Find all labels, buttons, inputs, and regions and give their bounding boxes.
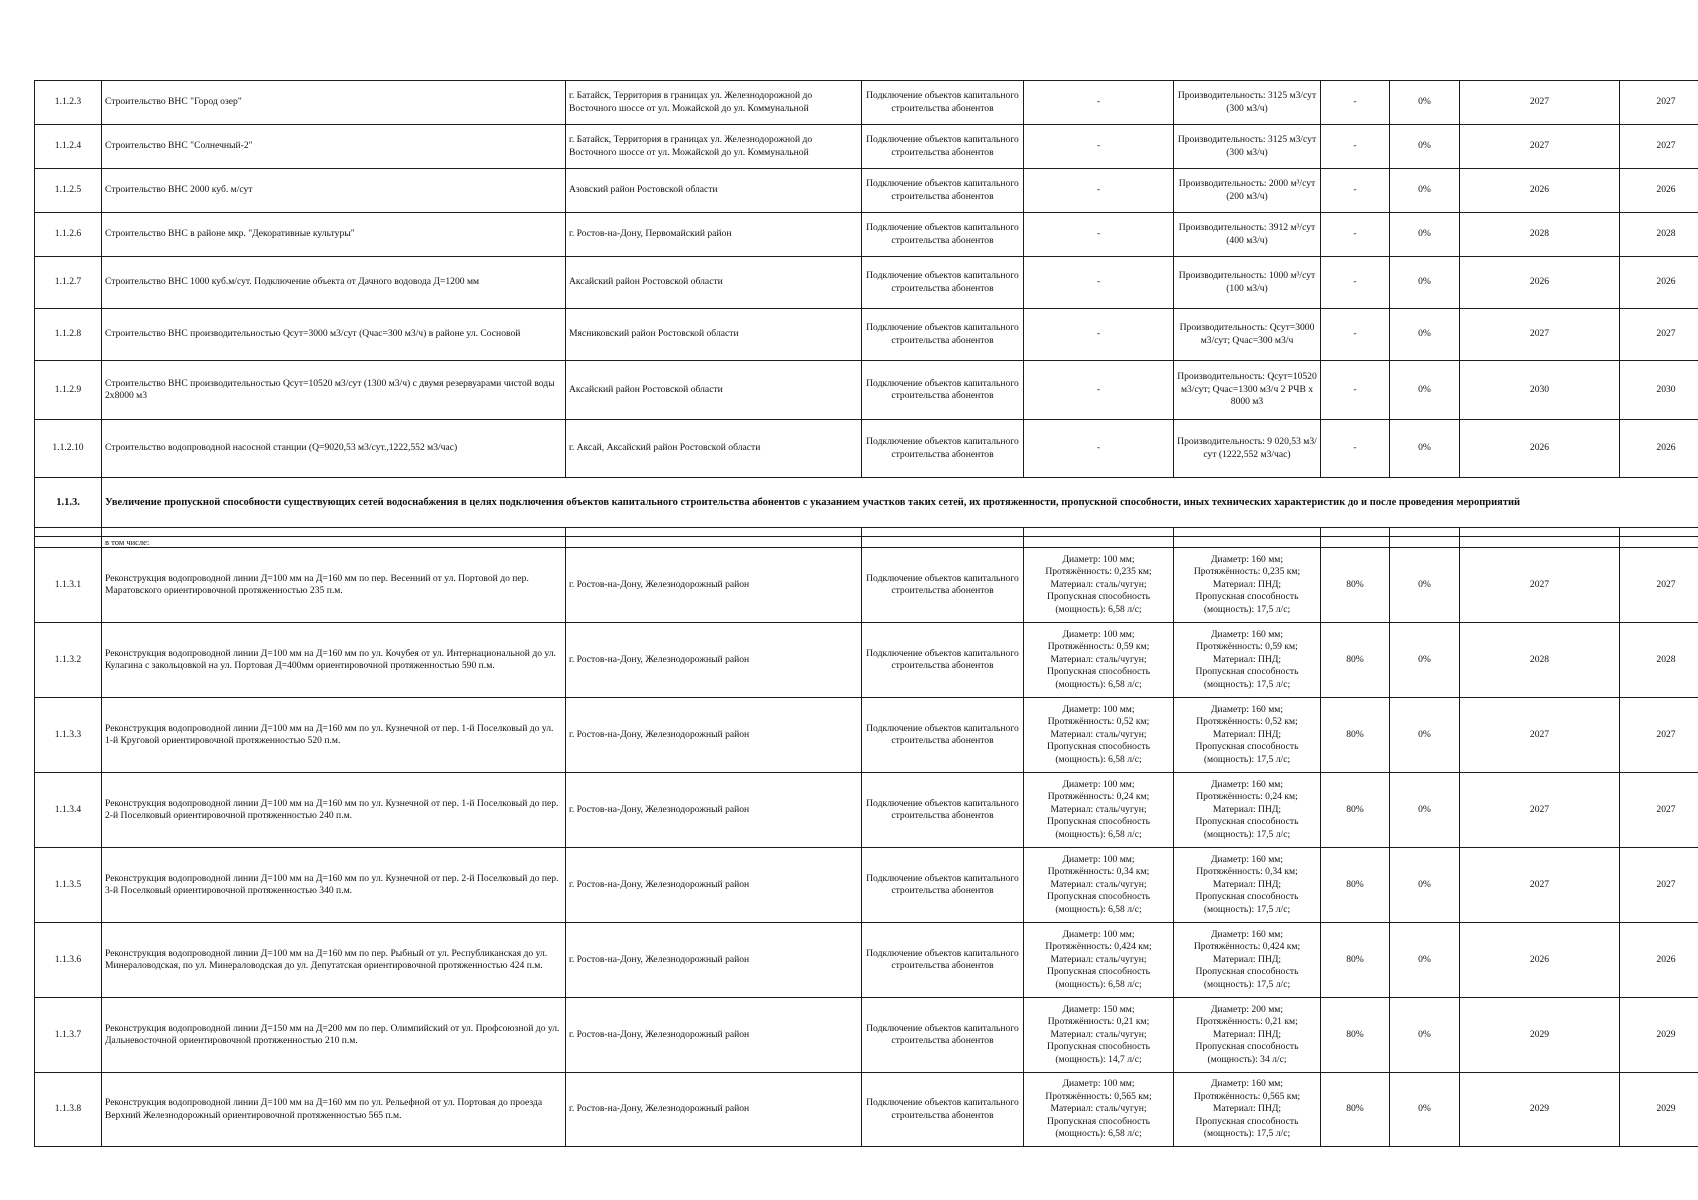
characteristic-line: (мощность): 17,5 л/с; xyxy=(1203,978,1291,990)
characteristic-line: Диаметр: 200 мм; xyxy=(1210,1003,1284,1015)
row-number: 1.1.2.9 xyxy=(35,361,102,420)
end-year: 2026 xyxy=(1620,169,1698,213)
end-year: 2027 xyxy=(1620,698,1698,773)
loss-value: 0% xyxy=(1390,773,1460,848)
characteristic-line: Диаметр: 160 мм; xyxy=(1210,703,1284,715)
value-before: - xyxy=(1024,125,1174,169)
table-row xyxy=(35,773,1698,848)
value-after xyxy=(1174,1073,1321,1147)
measure-name: Строительство водопроводной насосной станции (Q=9020,53 м3/сут.,1222,552 м3/час) xyxy=(102,420,566,478)
start-year: 2026 xyxy=(1460,257,1620,309)
measure-purpose: Подключение объектов капитального строительства абонентов xyxy=(862,420,1024,478)
measure-name: Реконструкция водопроводной линии Д=100 мм на Д=160 мм по пер. Весенний от ул. Портовой до пер. Маратовского ориентировочной протяженностью 235 п.м. xyxy=(102,548,566,623)
value-before xyxy=(1024,998,1174,1073)
measure-purpose: Подключение объектов капитального строительства абонентов xyxy=(862,1073,1024,1147)
value-before: - xyxy=(1024,361,1174,420)
characteristic-line: Протяжённость: 0,21 км; xyxy=(1047,1016,1150,1028)
measure-name: Реконструкция водопроводной линии Д=100 мм на Д=160 мм по ул. Кузнечной от пер. 1-й Поселковый до пер. 2-й Поселковый ориентировочной протяженностью 240 п.м. xyxy=(102,773,566,848)
measure-name: Реконструкция водопроводной линии Д=150 мм на Д=200 мм по пер. Олимпийский от ул. Профсоюзной до ул. Дальневосточной ориентировочной протяженностью 210 п.м. xyxy=(102,998,566,1073)
table-row xyxy=(35,125,1698,169)
table-row xyxy=(35,1073,1698,1147)
measure-location: г. Ростов-на-Дону, Железнодорожный район xyxy=(566,1073,862,1147)
start-year: 2030 xyxy=(1460,361,1620,420)
characteristic-line: Материал: ПНД; xyxy=(1212,803,1282,815)
table-row xyxy=(35,81,1698,125)
end-year: 2030 xyxy=(1620,361,1698,420)
characteristic-line: (мощность): 17,5 л/с; xyxy=(1203,753,1291,765)
value-before: - xyxy=(1024,213,1174,257)
measure-purpose: Подключение объектов капитального строительства абонентов xyxy=(862,257,1024,309)
measure-purpose: Подключение объектов капитального строительства абонентов xyxy=(862,213,1024,257)
start-year: 2027 xyxy=(1460,773,1620,848)
value-before xyxy=(1024,623,1174,698)
characteristic-line: Пропускная способность xyxy=(1047,966,1150,978)
measure-location: Аксайский район Ростовской области xyxy=(566,361,862,420)
characteristic-line: Диаметр: 160 мм; xyxy=(1210,628,1284,640)
row-number: 1.1.2.6 xyxy=(35,213,102,257)
characteristic-line: Пропускная способность xyxy=(1047,891,1150,903)
measure-purpose: Подключение объектов капитального строительства абонентов xyxy=(862,773,1024,848)
section-title: Увеличение пропускной способности существующих сетей водоснабжения в целях подключения объектов капитального строительства абонентов с указанием участков таких сетей, их протяженности, пропускной способности, иных технических характеристик до и после проведения мероприятий xyxy=(102,478,1698,528)
characteristic-line: Диаметр: 100 мм; xyxy=(1062,853,1135,865)
measure-purpose: Подключение объектов капитального строительства абонентов xyxy=(862,309,1024,361)
row-number: 1.1.2.8 xyxy=(35,309,102,361)
start-year: 2027 xyxy=(1460,698,1620,773)
table-row xyxy=(35,361,1698,420)
measure-location: г. Ростов-на-Дону, Железнодорожный район xyxy=(566,548,862,623)
value-before xyxy=(1024,923,1174,998)
row-number: 1.1.2.4 xyxy=(35,125,102,169)
characteristic-line: Протяжённость: 0,21 км; xyxy=(1196,1016,1298,1028)
start-year: 2027 xyxy=(1460,125,1620,169)
measure-purpose: Подключение объектов капитального строительства абонентов xyxy=(862,923,1024,998)
loss-value: 0% xyxy=(1390,1073,1460,1147)
characteristic-line: Протяжённость: 0,24 км; xyxy=(1047,791,1150,803)
start-year: 2029 xyxy=(1460,1073,1620,1147)
loss-value: 0% xyxy=(1390,420,1460,478)
characteristic-line: Пропускная способность xyxy=(1047,741,1150,753)
wear-value: 80% xyxy=(1321,773,1390,848)
characteristic-line: Диаметр: 160 мм; xyxy=(1210,553,1284,565)
value-after: Производительность: 2000 м³/сут (200 м3/ч) xyxy=(1174,169,1321,213)
characteristic-line: Протяжённость: 0,235 км; xyxy=(1045,566,1152,578)
characteristic-line: Протяжённость: 0,59 км; xyxy=(1196,641,1298,653)
characteristic-line: Протяжённость: 0,59 км; xyxy=(1047,641,1150,653)
end-year: 2027 xyxy=(1620,773,1698,848)
loss-value: 0% xyxy=(1390,848,1460,923)
characteristic-line: (мощность): 17,5 л/с; xyxy=(1203,1128,1291,1140)
end-year: 2027 xyxy=(1620,125,1698,169)
loss-value: 0% xyxy=(1390,923,1460,998)
characteristic-line: Материал: ПНД; xyxy=(1212,953,1282,965)
characteristic-line: Протяжённость: 0,52 км; xyxy=(1047,716,1150,728)
wear-value: 80% xyxy=(1321,698,1390,773)
characteristic-line: (мощность): 17,5 л/с; xyxy=(1203,678,1291,690)
measure-purpose: Подключение объектов капитального строительства абонентов xyxy=(862,998,1024,1073)
measure-location: г. Ростов-на-Дону, Железнодорожный район xyxy=(566,773,862,848)
start-year: 2027 xyxy=(1460,848,1620,923)
start-year: 2026 xyxy=(1460,420,1620,478)
table-row xyxy=(35,420,1698,478)
start-year: 2026 xyxy=(1460,169,1620,213)
measure-purpose: Подключение объектов капитального строительства абонентов xyxy=(862,623,1024,698)
row-number: 1.1.3.5 xyxy=(35,848,102,923)
characteristic-line: (мощность): 6,58 л/с; xyxy=(1055,978,1142,990)
characteristic-line: Материал: ПНД; xyxy=(1212,1103,1282,1115)
loss-value: 0% xyxy=(1390,169,1460,213)
characteristic-line: (мощность): 6,58 л/с; xyxy=(1055,903,1142,915)
value-before xyxy=(1024,698,1174,773)
wear-value: 80% xyxy=(1321,1073,1390,1147)
end-year: 2027 xyxy=(1620,848,1698,923)
table-row xyxy=(35,169,1698,213)
wear-value: - xyxy=(1321,309,1390,361)
measure-location: г. Ростов-на-Дону, Первомайский район xyxy=(566,213,862,257)
loss-value: 0% xyxy=(1390,257,1460,309)
characteristic-line: Материал: ПНД; xyxy=(1212,578,1282,590)
loss-value: 0% xyxy=(1390,998,1460,1073)
table-row xyxy=(35,848,1698,923)
measure-name: Строительство ВНС производительностью Qсут=10520 м3/сут (1300 м3/ч) с двумя резервуарами чистой воды 2х8000 м3 xyxy=(102,361,566,420)
characteristic-line: Материал: ПНД; xyxy=(1212,653,1282,665)
characteristic-line: Пропускная способность xyxy=(1047,816,1150,828)
measure-location: г. Батайск, Территория в границах ул. Железнодорожной до Восточного шоссе от ул. Можайской до ул. Коммунальной xyxy=(566,125,862,169)
characteristic-line: Пропускная способность xyxy=(1047,591,1150,603)
row-number: 1.1.2.10 xyxy=(35,420,102,478)
value-before xyxy=(1024,548,1174,623)
characteristic-line: Протяжённость: 0,424 км; xyxy=(1193,941,1301,953)
row-number: 1.1.2.3 xyxy=(35,81,102,125)
start-year: 2027 xyxy=(1460,548,1620,623)
start-year: 2027 xyxy=(1460,309,1620,361)
value-after: Производительность: 9 020,53 м3/сут (1222,552 м3/час) xyxy=(1174,420,1321,478)
value-after xyxy=(1174,698,1321,773)
measure-location: Мясниковский район Ростовской области xyxy=(566,309,862,361)
row-number: 1.1.3.3 xyxy=(35,698,102,773)
including-row xyxy=(35,537,1698,548)
characteristic-line: Диаметр: 160 мм; xyxy=(1210,928,1284,940)
wear-value: 80% xyxy=(1321,998,1390,1073)
wear-value: - xyxy=(1321,125,1390,169)
characteristic-line: Протяжённость: 0,52 км; xyxy=(1196,716,1298,728)
spacer-row xyxy=(35,528,1698,537)
end-year: 2028 xyxy=(1620,623,1698,698)
characteristic-line: Протяжённость: 0,34 км; xyxy=(1047,866,1150,878)
table-row xyxy=(35,698,1698,773)
characteristic-line: Материал: сталь/чугун; xyxy=(1050,803,1147,815)
loss-value: 0% xyxy=(1390,698,1460,773)
characteristic-line: Материал: сталь/чугун; xyxy=(1050,1028,1147,1040)
row-number: 1.1.3.1 xyxy=(35,548,102,623)
wear-value: - xyxy=(1321,81,1390,125)
wear-value: 80% xyxy=(1321,548,1390,623)
table-row xyxy=(35,309,1698,361)
loss-value: 0% xyxy=(1390,309,1460,361)
characteristic-line: Пропускная способность xyxy=(1195,1115,1299,1127)
characteristic-line: Диаметр: 160 мм; xyxy=(1210,1078,1284,1090)
value-after xyxy=(1174,623,1321,698)
measure-purpose: Подключение объектов капитального строительства абонентов xyxy=(862,125,1024,169)
characteristic-line: Материал: ПНД; xyxy=(1212,878,1282,890)
measure-purpose: Подключение объектов капитального строительства абонентов xyxy=(862,698,1024,773)
measure-purpose: Подключение объектов капитального строительства абонентов xyxy=(862,361,1024,420)
measure-location: Аксайский район Ростовской области xyxy=(566,257,862,309)
characteristic-line: Пропускная способность xyxy=(1195,591,1299,603)
characteristic-line: Материал: сталь/чугун; xyxy=(1050,953,1147,965)
value-before xyxy=(1024,848,1174,923)
characteristic-line: Диаметр: 100 мм; xyxy=(1062,1078,1135,1090)
characteristic-line: Пропускная способность xyxy=(1195,966,1299,978)
table-row xyxy=(35,213,1698,257)
value-after xyxy=(1174,848,1321,923)
end-year: 2029 xyxy=(1620,1073,1698,1147)
value-after xyxy=(1174,998,1321,1073)
value-before: - xyxy=(1024,309,1174,361)
row-number: 1.1.2.5 xyxy=(35,169,102,213)
measure-name: Строительство ВНС 2000 куб. м/сут xyxy=(102,169,566,213)
measure-name: Строительство ВНС производительностью Qсут=3000 м3/сут (Qчас=300 м3/ч) в районе ул. Сосновой xyxy=(102,309,566,361)
measure-location: г. Ростов-на-Дону, Железнодорожный район xyxy=(566,998,862,1073)
including-label: в том числе: xyxy=(102,537,566,548)
measure-purpose: Подключение объектов капитального строительства абонентов xyxy=(862,548,1024,623)
characteristic-line: Диаметр: 100 мм; xyxy=(1062,928,1135,940)
value-after: Производительность: Qсут=3000 м3/сут; Qчас=300 м3/ч xyxy=(1174,309,1321,361)
value-after: Производительность: 3912 м³/сут (400 м3/ч) xyxy=(1174,213,1321,257)
loss-value: 0% xyxy=(1390,81,1460,125)
start-year: 2026 xyxy=(1460,923,1620,998)
measure-location: Азовский район Ростовской области xyxy=(566,169,862,213)
measure-location: г. Ростов-на-Дону, Железнодорожный район xyxy=(566,623,862,698)
characteristic-line: Протяжённость: 0,34 км; xyxy=(1196,866,1298,878)
end-year: 2027 xyxy=(1620,81,1698,125)
end-year: 2026 xyxy=(1620,923,1698,998)
characteristic-line: Пропускная способность xyxy=(1195,816,1299,828)
wear-value: 80% xyxy=(1321,848,1390,923)
value-after xyxy=(1174,923,1321,998)
characteristic-line: Диаметр: 100 мм; xyxy=(1062,553,1135,565)
characteristic-line: Диаметр: 100 мм; xyxy=(1062,778,1135,790)
start-year: 2028 xyxy=(1460,213,1620,257)
wear-value: 80% xyxy=(1321,623,1390,698)
row-number: 1.1.3.6 xyxy=(35,923,102,998)
characteristic-line: Материал: сталь/чугун; xyxy=(1050,1103,1147,1115)
value-after xyxy=(1174,773,1321,848)
value-after: Производительность: 3125 м3/сут (300 м3/ч) xyxy=(1174,81,1321,125)
measure-location: г. Батайск, Территория в границах ул. Железнодорожной до Восточного шоссе от ул. Можайской до ул. Коммунальной xyxy=(566,81,862,125)
loss-value: 0% xyxy=(1390,548,1460,623)
measure-location: г. Ростов-на-Дону, Железнодорожный район xyxy=(566,923,862,998)
measure-location: г. Ростов-на-Дону, Железнодорожный район xyxy=(566,848,862,923)
value-after: Производительность: 3125 м3/сут (300 м3/ч) xyxy=(1174,125,1321,169)
characteristic-line: (мощность): 17,5 л/с; xyxy=(1203,903,1291,915)
row-number: 1.1.3.8 xyxy=(35,1073,102,1147)
characteristic-line: Диаметр: 100 мм; xyxy=(1062,703,1135,715)
measure-location: г. Ростов-на-Дону, Железнодорожный район xyxy=(566,698,862,773)
section-row xyxy=(35,478,1698,528)
characteristic-line: Диаметр: 160 мм; xyxy=(1210,778,1284,790)
characteristic-line: (мощность): 17,5 л/с; xyxy=(1203,828,1291,840)
characteristic-line: Пропускная способность xyxy=(1195,666,1299,678)
characteristic-line: Материал: сталь/чугун; xyxy=(1050,728,1147,740)
characteristic-line: Пропускная способность xyxy=(1047,1115,1150,1127)
investment-program-table xyxy=(34,80,1698,1147)
value-before xyxy=(1024,773,1174,848)
start-year: 2027 xyxy=(1460,81,1620,125)
characteristic-line: Диаметр: 100 мм; xyxy=(1062,628,1135,640)
measure-name: Строительство ВНС "Город озер" xyxy=(102,81,566,125)
measure-name: Реконструкция водопроводной линии Д=100 мм на Д=160 мм по ул. Рельефной от ул. Портовая до проезда Верхний Железнодорожный ориентировочной протяженностью 565 п.м. xyxy=(102,1073,566,1147)
section-number: 1.1.3. xyxy=(35,478,102,528)
value-after xyxy=(1174,548,1321,623)
measure-name: Строительство ВНС "Солнечный-2" xyxy=(102,125,566,169)
characteristic-line: Пропускная способность xyxy=(1195,1041,1299,1053)
characteristic-line: Материал: сталь/чугун; xyxy=(1050,653,1147,665)
row-number: 1.1.3.2 xyxy=(35,623,102,698)
wear-value: - xyxy=(1321,213,1390,257)
measure-name: Реконструкция водопроводной линии Д=100 мм на Д=160 мм по ул. Кузнечной от пер. 2-й Поселковый до пер. 3-й Поселковый ориентировочной протяженностью 340 п.м. xyxy=(102,848,566,923)
row-number: 1.1.3.7 xyxy=(35,998,102,1073)
measure-name: Реконструкция водопроводной линии Д=100 мм на Д=160 мм по ул. Кочубея от ул. Интернациональной до ул. Кулагина с закольцовкой на ул. Портовая Д=400мм ориентировочной протяженностью 590 п.м. xyxy=(102,623,566,698)
characteristic-line: Пропускная способность xyxy=(1195,891,1299,903)
characteristic-line: Протяжённость: 0,24 км; xyxy=(1196,791,1298,803)
value-before: - xyxy=(1024,169,1174,213)
characteristic-line: Диаметр: 160 мм; xyxy=(1210,853,1284,865)
characteristic-line: Протяжённость: 0,424 км; xyxy=(1045,941,1152,953)
table-row xyxy=(35,548,1698,623)
characteristic-line: (мощность): 6,58 л/с; xyxy=(1055,753,1142,765)
start-year: 2028 xyxy=(1460,623,1620,698)
row-number: 1.1.3.4 xyxy=(35,773,102,848)
characteristic-line: Протяжённость: 0,565 км; xyxy=(1045,1090,1152,1102)
value-before: - xyxy=(1024,257,1174,309)
wear-value: - xyxy=(1321,420,1390,478)
characteristic-line: Диаметр: 150 мм; xyxy=(1062,1003,1135,1015)
table-row xyxy=(35,257,1698,309)
loss-value: 0% xyxy=(1390,361,1460,420)
table-row xyxy=(35,923,1698,998)
end-year: 2026 xyxy=(1620,420,1698,478)
characteristic-line: Пропускная способность xyxy=(1195,741,1299,753)
wear-value: - xyxy=(1321,361,1390,420)
characteristic-line: Протяжённость: 0,565 км; xyxy=(1193,1090,1301,1102)
characteristic-line: (мощность): 17,5 л/с; xyxy=(1203,603,1291,615)
characteristic-line: (мощность): 14,7 л/с; xyxy=(1055,1053,1142,1065)
measure-name: Строительство ВНС 1000 куб.м/сут. Подключение объекта от Дачного водовода Д=1200 мм xyxy=(102,257,566,309)
characteristic-line: (мощность): 6,58 л/с; xyxy=(1055,828,1142,840)
characteristic-line: Пропускная способность xyxy=(1047,666,1150,678)
value-before xyxy=(1024,1073,1174,1147)
end-year: 2028 xyxy=(1620,213,1698,257)
end-year: 2026 xyxy=(1620,257,1698,309)
end-year: 2027 xyxy=(1620,548,1698,623)
value-after: Производительность: Qсут=10520 м3/сут; Qчас=1300 м3/ч 2 РЧВ х 8000 м3 xyxy=(1174,361,1321,420)
characteristic-line: (мощность): 6,58 л/с; xyxy=(1055,603,1142,615)
table-row xyxy=(35,998,1698,1073)
wear-value: - xyxy=(1321,169,1390,213)
value-before: - xyxy=(1024,420,1174,478)
measure-name: Реконструкция водопроводной линии Д=100 мм на Д=160 мм по ул. Кузнечной от пер. 1-й Поселковый до ул. 1-й Круговой ориентировочной протяженностью 520 п.м. xyxy=(102,698,566,773)
table-row xyxy=(35,623,1698,698)
characteristic-line: (мощность): 6,58 л/с; xyxy=(1055,678,1142,690)
end-year: 2029 xyxy=(1620,998,1698,1073)
characteristic-line: Материал: сталь/чугун; xyxy=(1050,878,1147,890)
value-before: - xyxy=(1024,81,1174,125)
measure-location: г. Аксай, Аксайский район Ростовской области xyxy=(566,420,862,478)
measure-purpose: Подключение объектов капитального строительства абонентов xyxy=(862,81,1024,125)
start-year: 2029 xyxy=(1460,998,1620,1073)
measure-purpose: Подключение объектов капитального строительства абонентов xyxy=(862,169,1024,213)
characteristic-line: Материал: ПНД; xyxy=(1212,728,1282,740)
measure-name: Строительство ВНС в районе мкр. "Декоративные культуры" xyxy=(102,213,566,257)
wear-value: 80% xyxy=(1321,923,1390,998)
characteristic-line: Материал: ПНД; xyxy=(1212,1028,1282,1040)
row-number: 1.1.2.7 xyxy=(35,257,102,309)
characteristic-line: Протяжённость: 0,235 км; xyxy=(1193,566,1301,578)
characteristic-line: Пропускная способность xyxy=(1047,1041,1150,1053)
value-after: Производительность: 1000 м³/сут (100 м3/ч) xyxy=(1174,257,1321,309)
loss-value: 0% xyxy=(1390,623,1460,698)
characteristic-line: (мощность): 6,58 л/с; xyxy=(1055,1128,1142,1140)
wear-value: - xyxy=(1321,257,1390,309)
characteristic-line: (мощность): 34 л/с; xyxy=(1207,1053,1287,1065)
loss-value: 0% xyxy=(1390,125,1460,169)
loss-value: 0% xyxy=(1390,213,1460,257)
measure-name: Реконструкция водопроводной линии Д=100 мм на Д=160 мм по пер. Рыбный от ул. Республиканская до ул. Минераловодская, по ул. Минераловодская до ул. Депутатская ориентировочной протяженностью 424 п.м. xyxy=(102,923,566,998)
measure-purpose: Подключение объектов капитального строительства абонентов xyxy=(862,848,1024,923)
end-year: 2027 xyxy=(1620,309,1698,361)
characteristic-line: Материал: сталь/чугун; xyxy=(1050,578,1147,590)
